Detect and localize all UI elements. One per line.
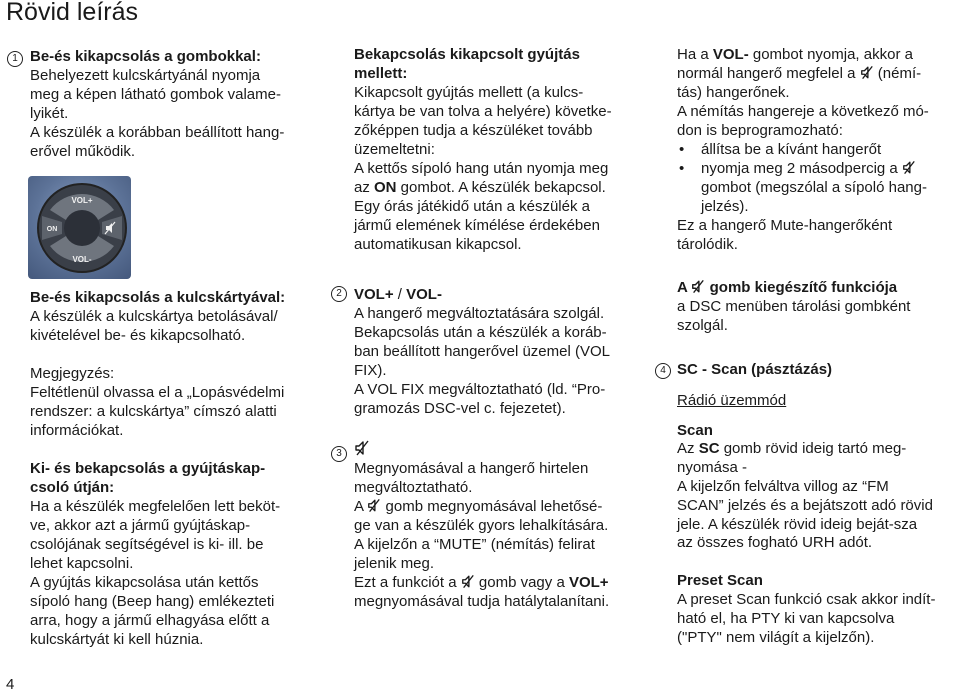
page-title: Rövid leírás — [6, 0, 138, 26]
speaker-mute-icon — [691, 279, 705, 294]
item3-line: Megnyomásával a hangerő hirtelen — [354, 460, 589, 477]
vol-line: A némítás hangereje a következő mó- — [677, 103, 929, 120]
mute-steps-list — [677, 140, 957, 216]
extra-function-heading: A gomb kiegészítő funkciója — [677, 279, 898, 296]
scan-line: jele. A készülék rövid ideig beját-sza — [677, 515, 918, 533]
store-line: tárolódik. — [677, 236, 738, 253]
control-buttons-illustration — [28, 176, 131, 279]
preset-line: ható el, ha PTY ki van kapcsolva — [677, 609, 895, 627]
item2-line: gramozás DSC-vel c. fejezetet). — [354, 400, 566, 417]
item1-line: A készülék a korábban beállított hang- — [30, 124, 285, 141]
item3-function-line: Ezt a funkciót a gomb vagy a VOL+ — [354, 574, 609, 591]
scan-line: Az SC gomb rövid ideig tartó meg- — [677, 440, 907, 458]
speaker-mute-icon — [902, 160, 916, 175]
ignition-heading: Ki- és bekapcsolás a gyújtáskap- — [30, 460, 266, 477]
item1-line: erővel működik. — [30, 143, 136, 160]
vol-plus-heading: VOL+ — [354, 286, 394, 303]
item-number-1: 1 — [7, 51, 23, 67]
scan-line: SCAN” jelzés és a bejátszott adó rövid — [677, 496, 933, 514]
off-line: automatikusan kikapcsol. — [354, 236, 522, 253]
column-1-top — [30, 47, 315, 161]
vol-minus-text: VOL- — [712, 46, 749, 63]
off-line: kártya be van tolva a helyére) követke- — [354, 103, 612, 120]
item4-block — [677, 361, 957, 647]
extra-function-line: szolgál. — [677, 317, 728, 334]
item3-line: ge van a készülék gyors lehalkítására. — [354, 517, 609, 534]
preset-scan-heading: Preset Scan — [677, 572, 763, 590]
off-line: Kikapcsolt gyújtás mellett (a kulcs- — [354, 84, 584, 101]
ignition-line: kulcskártyát ki kell húznia. — [30, 631, 204, 648]
preset-line: A preset Scan funkció csak akkor indít- — [677, 590, 936, 608]
sc-button-text: SC — [698, 440, 720, 458]
list-item: • állítsa be a kívánt hangerőt — [677, 140, 957, 159]
column-1-bottom — [30, 288, 315, 649]
ignition-line: arra, hogy a jármű elhagyása előtt a — [30, 612, 270, 629]
ignition-line: A gyújtás kikapcsolása után kettős — [30, 574, 259, 591]
item2-line: A VOL FIX megváltoztatható (ld. “Pro- — [354, 381, 606, 398]
note-line: rendszer: a kulcskártya” címszó alatti — [30, 403, 277, 420]
off-line: jármű elemének kímélése érdekében — [354, 217, 600, 234]
speaker-mute-icon — [367, 498, 381, 513]
vol-line: tás) hangerőnek. — [677, 84, 790, 101]
off-heading: Bekapcsolás kikapcsolt gyújtás — [354, 46, 580, 63]
speaker-mute-icon — [860, 65, 874, 80]
item1-line: meg a képen látható gombok valame- — [30, 86, 281, 103]
extra-function-line: a DSC menüben tárolási gombként — [677, 298, 911, 315]
off-line: Egy órás játékidő után a készülék a — [354, 198, 590, 215]
item2-line: A hangerő megváltoztatására szolgál. — [354, 305, 605, 322]
off-line: zőképpen tudja a készüléket tovább — [354, 122, 593, 139]
note-line: információkat. — [30, 422, 124, 439]
ignition-line: csolójának segítségével is ki- ill. be — [30, 536, 264, 553]
scan-line: nyomása - — [677, 459, 748, 477]
column-3-top — [677, 45, 957, 254]
ignition-heading: csoló útján: — [30, 479, 115, 496]
item2-block — [354, 285, 654, 418]
extra-function-block — [677, 278, 957, 335]
item2-heading-line: VOL+ / VOL- — [354, 286, 442, 303]
radio-mode-heading: Rádió üzemmód — [677, 391, 787, 409]
key-heading: Be-és kikapcsolás a kulcskártyával: — [30, 289, 286, 306]
item3-button-line: A gomb megnyomásával lehetősé- — [354, 498, 603, 515]
item2-line: FIX). — [354, 362, 387, 379]
ignition-line: sípoló hang (Beep hang) emlékezteti — [30, 593, 275, 610]
note-line: Megjegyzés: — [30, 365, 115, 382]
vol-line: don is beprogramozható: — [677, 122, 843, 139]
note-line: Feltétlenül olvassa el a „Lopásvédelmi — [30, 384, 285, 401]
item3-line: megnyomásával tudja hatálytalanítani. — [354, 593, 610, 610]
item-number-3: 3 — [331, 446, 347, 462]
item3-line: megváltoztatható. — [354, 479, 473, 496]
vol-plus-text: VOL+ — [568, 574, 609, 591]
preset-line: ("PTY" nem világít a kijelzőn). — [677, 628, 875, 646]
list-item: • nyomja meg 2 másodpercig a gombot (megszólal a sípoló hang- jelzés). — [677, 159, 957, 216]
item2-line: Bekapcsolás után a készülék a koráb- — [354, 324, 607, 341]
on-button-line: az ON gombot. A készülék bekapcsol. — [354, 179, 606, 196]
off-heading: mellett: — [354, 65, 408, 82]
ignition-line: ve, akkor azt a jármű gyújtáskap- — [30, 517, 251, 534]
scan-line: az összes fogható URH adót. — [677, 534, 873, 552]
off-line: üzemeltetni: — [354, 141, 435, 158]
speaker-mute-icon — [461, 574, 475, 589]
column-2-top — [354, 45, 654, 254]
vol-line: Ha a VOL- gombot nyomja, akkor a — [677, 46, 913, 63]
mute-volume-line: normál hangerő megfelel a (némí- — [677, 65, 922, 82]
scan-heading: Scan — [677, 421, 713, 439]
vol-minus-heading: VOL- — [406, 286, 442, 303]
ignition-line: lehet kapcsolni. — [30, 555, 134, 572]
item-number-4: 4 — [655, 363, 671, 379]
item1-line: lyikét. — [30, 105, 69, 122]
page-number: 4 — [6, 676, 15, 693]
vol-minus-label: VOL- — [72, 255, 92, 264]
on-label: ON — [46, 226, 58, 233]
item-number-2: 2 — [331, 286, 347, 302]
off-line: A kettős sípoló hang után nyomja meg — [354, 160, 609, 177]
scan-line: A kijelzőn felváltva villog az “FM — [677, 477, 889, 495]
control-buttons-photo — [28, 176, 131, 279]
item1-heading: Be-és kikapcsolás a gombokkal: — [30, 48, 261, 65]
store-line: Ez a hangerő Mute-hangerőként — [677, 217, 893, 234]
on-button-text: ON — [374, 179, 397, 196]
speaker-mute-icon — [354, 440, 370, 456]
item3-block — [354, 440, 654, 611]
ignition-line: Ha a készülék megfelelően lett beköt- — [30, 498, 281, 515]
item3-line: jelenik meg. — [354, 555, 435, 572]
key-line: kivételével be- és kikapcsolható. — [30, 327, 246, 344]
item3-line: A kijelzőn a “MUTE” (némítás) felirat — [354, 536, 595, 553]
vol-plus-label: VOL+ — [71, 196, 93, 205]
item3-heading-icon — [354, 440, 654, 459]
key-line: A készülék a kulcskártya betolásával/ — [30, 308, 278, 325]
item1-line: Behelyezett kulcskártyánál nyomja — [30, 67, 261, 84]
item4-heading: SC - Scan (pásztázás) — [677, 361, 833, 378]
item2-line: ban beállított hangerővel üzemel (VOL — [354, 343, 610, 360]
